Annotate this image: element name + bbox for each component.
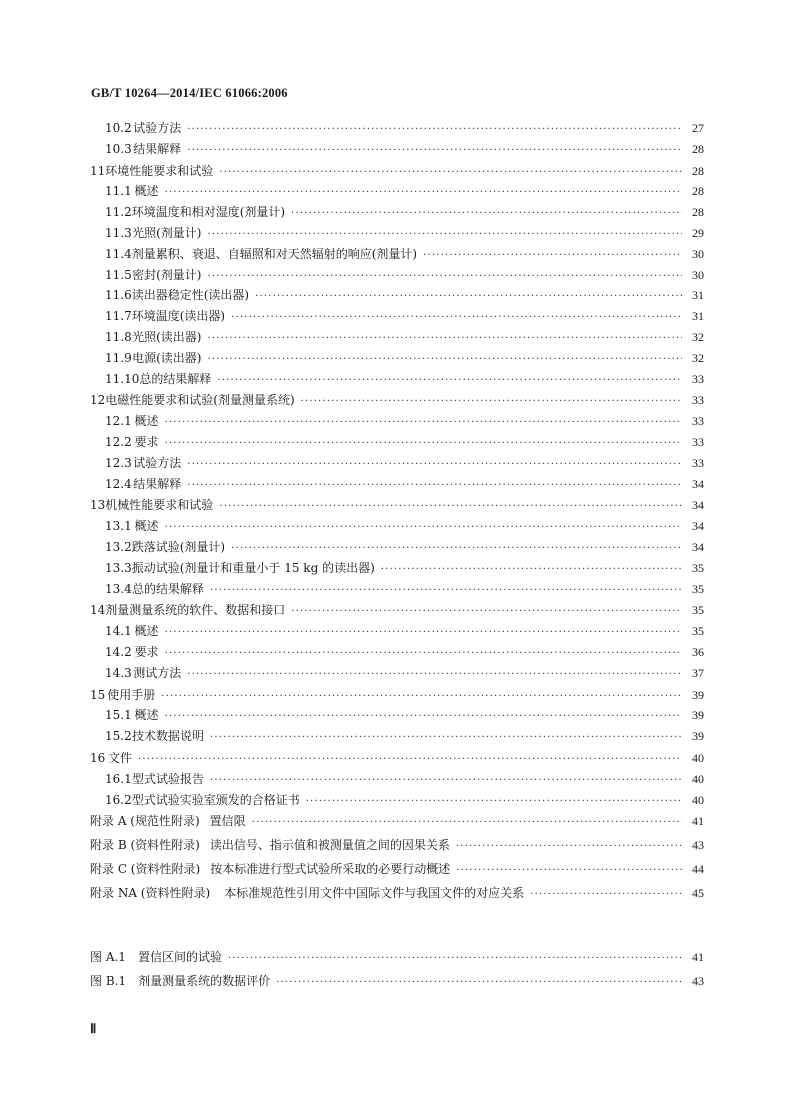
toc-entry-title: 概述 (134, 624, 159, 639)
toc-entry-number: 15.1 (105, 708, 132, 723)
toc-entry-page: 40 (692, 792, 704, 807)
toc-entry-title: 总的结果解释 (139, 371, 212, 386)
dot-leader (276, 971, 682, 995)
toc-entry-page: 32 (692, 350, 704, 365)
toc-entry[interactable] (90, 223, 704, 244)
toc-entry-number: 附录 B (资料性附录) (90, 838, 200, 853)
toc-entry-number: 12.4 (105, 476, 132, 491)
toc-entry-number: 14.3 (105, 665, 132, 680)
toc-entry-page: 34 (692, 498, 704, 513)
toc-entry-number: 13.3 (105, 560, 132, 575)
toc-entry-title: 技术数据说明 (131, 729, 204, 744)
toc-entry-number: 12 (90, 393, 106, 408)
toc-entry[interactable] (90, 642, 704, 663)
figure-entry[interactable] (90, 970, 704, 994)
dot-leader (210, 728, 682, 749)
dot-leader (301, 392, 682, 413)
toc-entry-page: 28 (692, 205, 704, 220)
toc-entry[interactable] (90, 558, 704, 579)
toc-entry[interactable] (90, 579, 704, 600)
toc-entry-title: 电磁性能要求和试验(剂量测量系统) (105, 393, 295, 408)
toc-entry-number: 附录 NA (资料性附录) (90, 885, 211, 900)
toc-entry-title: 本标准规范性引用文件中国际文件与我国文件的对应关系 (224, 885, 525, 900)
toc-entry-page: 29 (692, 225, 704, 240)
toc-entry-title: 环境温度和相对湿度(剂量计) (131, 205, 286, 220)
toc-entry[interactable] (90, 369, 704, 390)
table-of-contents (90, 118, 704, 905)
toc-entry-title: 概述 (134, 184, 159, 199)
toc-entry-title: 概述 (134, 708, 159, 723)
toc-entry[interactable] (90, 516, 704, 537)
toc-entry-number: 14 (90, 603, 106, 618)
toc-entry-page: 28 (692, 141, 704, 156)
toc-entry-page: 33 (692, 455, 704, 470)
toc-entry-page: 40 (692, 771, 704, 786)
toc-entry[interactable] (90, 685, 704, 706)
toc-entry-number: 12.3 (105, 455, 132, 470)
toc-entry[interactable] (90, 858, 704, 882)
dot-leader (252, 811, 682, 835)
dot-leader (187, 455, 682, 476)
dot-leader (165, 434, 682, 455)
dot-leader (207, 267, 682, 288)
toc-entry[interactable] (90, 327, 704, 348)
figure-entry[interactable] (90, 946, 704, 970)
dot-leader (530, 883, 682, 907)
toc-entry[interactable] (90, 285, 704, 306)
toc-entry-number: 图 A.1 (90, 950, 126, 964)
toc-entry-page: 30 (692, 246, 704, 261)
toc-entry-page: 36 (692, 644, 704, 659)
toc-entry-number: 11.2 (105, 205, 132, 220)
toc-entry[interactable] (90, 769, 704, 790)
toc-entry[interactable] (90, 161, 704, 182)
toc-entry-title: 环境温度(读出器) (131, 309, 226, 324)
toc-entry[interactable] (90, 834, 704, 858)
dot-leader (456, 859, 682, 883)
toc-entry-number: 附录 A (规范性附录) (90, 814, 200, 829)
toc-entry[interactable] (90, 139, 704, 160)
toc-entry-title: 使用手册 (107, 687, 156, 702)
toc-entry-number: 11.8 (105, 329, 132, 344)
toc-entry-title: 结果解释 (133, 141, 182, 156)
toc-entry[interactable] (90, 453, 704, 474)
toc-entry-number: 11.10 (105, 371, 140, 386)
toc-entry-title: 型式试验报告 (131, 771, 204, 786)
toc-entry-page: 33 (692, 414, 704, 429)
dot-leader (187, 476, 682, 497)
toc-entry[interactable] (90, 348, 704, 369)
toc-entry-title: 剂量测量系统的数据评价 (138, 973, 271, 988)
toc-entry-title: 剂量测量系统的软件、数据和接口 (105, 603, 286, 618)
toc-entry[interactable] (90, 265, 704, 286)
toc-entry-page: 37 (692, 665, 704, 680)
toc-entry-number: 11.5 (105, 267, 132, 282)
toc-entry-title: 总的结果解释 (131, 581, 204, 596)
toc-entry-page: 28 (692, 184, 704, 199)
toc-entry-page: 34 (692, 539, 704, 554)
toc-entry-page: 41 (692, 814, 704, 829)
dot-leader (210, 581, 682, 602)
toc-entry[interactable] (90, 810, 704, 834)
dot-leader (228, 947, 682, 971)
dot-leader (217, 371, 682, 392)
toc-entry-page: 44 (692, 861, 704, 876)
toc-entry[interactable] (90, 705, 704, 726)
toc-entry[interactable] (90, 495, 704, 516)
toc-entry-page: 30 (692, 267, 704, 282)
toc-entry-number: 13.1 (105, 519, 132, 534)
toc-entry-title: 环境性能要求和试验 (105, 163, 214, 178)
dot-leader (219, 163, 682, 184)
toc-entry[interactable] (90, 411, 704, 432)
dot-leader (165, 183, 682, 204)
toc-entry-number: 11 (90, 163, 106, 178)
dot-leader (165, 518, 682, 539)
dot-leader (187, 665, 682, 686)
toc-entry-title: 置信限 (209, 814, 246, 829)
toc-entry-title: 振动试验(剂量计和重量小于 15 kg 的读出器) (131, 560, 375, 575)
toc-entry-number: 16.1 (105, 771, 132, 786)
toc-entry[interactable] (90, 306, 704, 327)
toc-entry-number: 11.9 (105, 350, 132, 365)
toc-entry[interactable] (90, 432, 704, 453)
toc-entry-number: 16.2 (105, 792, 132, 807)
toc-entry-title: 光照(读出器) (132, 329, 202, 344)
toc-entry-number: 附录 C (资料性附录) (90, 861, 201, 876)
dot-leader (207, 350, 682, 371)
toc-entry[interactable] (90, 621, 704, 642)
toc-entry-number: 16 (90, 750, 106, 765)
toc-entry-title: 要求 (134, 434, 159, 449)
toc-entry-page: 35 (692, 581, 704, 596)
toc-entry-title: 要求 (134, 644, 159, 659)
toc-entry[interactable] (90, 181, 704, 202)
dot-leader (138, 750, 682, 771)
toc-entry-title: 试验方法 (133, 121, 182, 135)
toc-entry-title: 结果解释 (133, 476, 182, 491)
page-number: Ⅱ (90, 1021, 97, 1036)
dot-leader (306, 792, 682, 813)
toc-entry[interactable] (90, 748, 704, 769)
dot-leader (187, 141, 682, 162)
figure-list (90, 946, 704, 994)
dot-leader (231, 308, 682, 329)
toc-entry-title: 光照(剂量计) (132, 225, 202, 240)
dot-leader (165, 644, 682, 665)
toc-entry[interactable] (90, 474, 704, 495)
toc-entry-page: 28 (692, 163, 704, 178)
toc-entry-number: 11.1 (105, 184, 132, 199)
dot-leader (291, 602, 682, 623)
toc-entry-number: 13 (90, 498, 106, 513)
toc-entry[interactable] (90, 202, 704, 223)
toc-entry-page: 34 (692, 519, 704, 534)
toc-entry[interactable] (90, 726, 704, 747)
toc-entry-page: 35 (692, 603, 704, 618)
toc-entry-page: 43 (692, 973, 704, 988)
dot-leader (210, 771, 682, 792)
toc-entry-number: 12.2 (105, 434, 132, 449)
toc-entry[interactable] (90, 663, 704, 684)
toc-entry-number: 12.1 (105, 414, 132, 429)
toc-entry-title: 概述 (134, 519, 159, 534)
toc-entry[interactable] (90, 390, 704, 411)
toc-entry-page: 31 (692, 309, 704, 324)
toc-entry-number: 11.3 (105, 225, 132, 240)
toc-entry-number: 11.6 (105, 288, 132, 303)
toc-entry-page: 33 (692, 393, 704, 408)
dot-leader (165, 707, 682, 728)
toc-entry-number: 10.3 (105, 141, 132, 156)
toc-entry-page: 35 (692, 624, 704, 639)
toc-entry-number: 13.4 (105, 581, 132, 596)
toc-entry-title: 测试方法 (133, 665, 182, 680)
toc-entry-page: 45 (692, 885, 704, 900)
dot-leader (165, 413, 682, 434)
toc-entry-title: 跌落试验(剂量计) (131, 539, 226, 554)
toc-entry[interactable] (90, 790, 704, 811)
toc-entry-page: 40 (692, 750, 704, 765)
toc-entry-title: 概述 (134, 414, 159, 429)
dot-leader (381, 560, 682, 581)
toc-entry-title: 型式试验实验室颁发的合格证书 (131, 792, 300, 807)
dot-leader (423, 246, 682, 267)
toc-entry-number: 15 (90, 687, 106, 702)
toc-entry-number: 15.2 (105, 729, 132, 744)
toc-entry-number: 11.7 (105, 309, 132, 324)
toc-entry-title: 置信区间的试验 (137, 950, 222, 964)
dot-leader (187, 120, 682, 141)
toc-entry-number: 14.2 (105, 644, 132, 659)
toc-entry-page: 31 (692, 288, 704, 303)
dot-leader (456, 835, 682, 859)
dot-leader (291, 204, 682, 225)
toc-entry-title: 文件 (107, 750, 132, 765)
toc-entry-number: 14.1 (105, 624, 132, 639)
toc-entry-title: 试验方法 (133, 455, 182, 470)
toc-entry-page: 39 (692, 729, 704, 744)
dot-leader (255, 287, 682, 308)
document-header: GB/T 10264—2014/IEC 61066:2006 (91, 86, 288, 100)
toc-entry[interactable] (90, 600, 704, 621)
toc-entry-page: 34 (692, 476, 704, 491)
toc-entry-number: 10.2 (105, 121, 132, 135)
toc-entry-page: 32 (692, 329, 704, 344)
toc-entry[interactable] (90, 882, 704, 906)
toc-entry-page: 33 (692, 434, 704, 449)
dot-leader (165, 623, 682, 644)
toc-entry-title: 电源(读出器) (132, 350, 202, 365)
toc-entry-page: 33 (692, 371, 704, 386)
dot-leader (207, 225, 682, 246)
dot-leader (231, 539, 682, 560)
toc-entry-title: 读出信号、指示值和被测量值之间的因果关系 (209, 838, 450, 853)
toc-entry-page: 27 (692, 121, 704, 135)
toc-entry[interactable] (90, 537, 704, 558)
toc-entry-page: 35 (692, 560, 704, 575)
toc-entry-number: 13.2 (105, 539, 132, 554)
toc-entry-page: 39 (692, 708, 704, 723)
dot-leader (219, 497, 682, 518)
toc-entry-number: 11.4 (105, 246, 132, 261)
toc-entry-title: 机械性能要求和试验 (105, 498, 214, 513)
toc-entry-page: 39 (692, 687, 704, 702)
toc-entry-page: 43 (692, 838, 704, 853)
toc-entry[interactable] (90, 244, 704, 265)
toc-entry[interactable] (90, 118, 704, 139)
toc-entry-title: 读出器稳定性(读出器) (131, 288, 250, 303)
dot-leader (161, 687, 682, 708)
toc-entry-page: 41 (692, 950, 704, 964)
toc-entry-title: 按本标准进行型式试验所采取的必要行动概述 (210, 861, 451, 876)
toc-entry-title: 剂量累积、衰退、自辐照和对天然辐射的响应(剂量计) (131, 246, 418, 261)
dot-leader (207, 329, 682, 350)
toc-entry-title: 密封(剂量计) (132, 267, 202, 282)
toc-entry-number: 图 B.1 (90, 973, 127, 988)
